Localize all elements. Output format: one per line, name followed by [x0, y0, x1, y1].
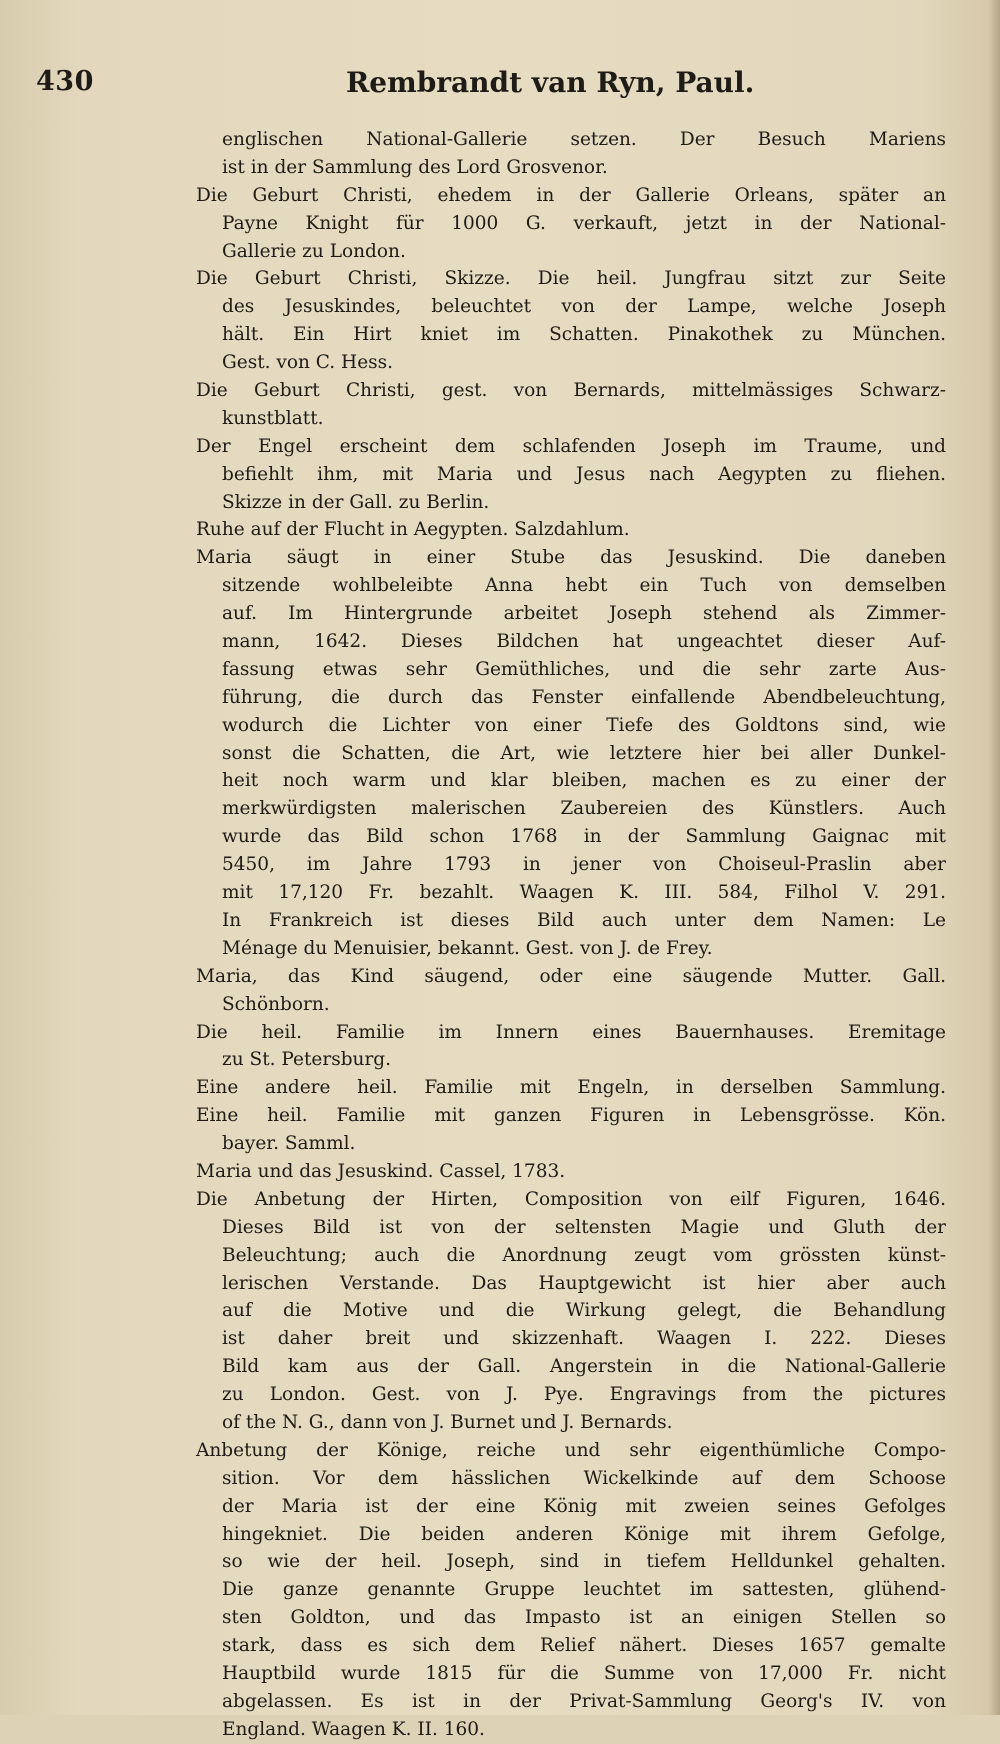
- text-line: of the N. G., dann von J. Burnet und J. Bernards.: [222, 1411, 673, 1433]
- body-text: [196, 126, 946, 1744]
- text-line: Die Geburt Christi, gest. von Bernards, mittelmässiges Schwarz-: [196, 380, 946, 402]
- page-header: [36, 66, 936, 106]
- text-line: Ruhe auf der Flucht in Aegypten. Salzdahlum.: [196, 519, 630, 541]
- text-line: hält. Ein Hirt kniet im Schatten. Pinakothek zu München.: [222, 324, 946, 346]
- text-line: wurde das Bild schon 1768 in der Sammlung Gaignac mit: [222, 826, 946, 848]
- text-line: Eine andere heil. Familie mit Engeln, in derselben Sammlung.: [196, 1077, 946, 1099]
- text-line: Payne Knight für 1000 G. verkauft, jetzt in der National-: [222, 212, 946, 234]
- text-line: Die Geburt Christi, Skizze. Die heil. Jungfrau sitzt zur Seite: [196, 268, 946, 290]
- page-number: 430: [36, 66, 94, 97]
- text-line: zu St. Petersburg.: [222, 1049, 392, 1071]
- text-line: Ménage du Menuisier, bekannt. Gest. von J. de Frey.: [222, 937, 713, 959]
- text-line: Dieses Bild ist von der seltensten Magie und Gluth der: [222, 1216, 946, 1238]
- text-line: abgelassen. Es ist in der Privat-Sammlung Georg's IV. von: [222, 1690, 946, 1712]
- text-line: England. Waagen K. II. 160.: [222, 1718, 485, 1740]
- text-line: zu London. Gest. von J. Pye. Engravings from the pictures: [222, 1384, 946, 1406]
- text-line: hingekniet. Die beiden anderen Könige mit ihrem Gefolge,: [222, 1523, 946, 1545]
- text-line: Bild kam aus der Gall. Angerstein in die National-Gallerie: [222, 1356, 946, 1378]
- text-line: kunstblatt.: [222, 407, 324, 429]
- text-line: Maria, das Kind säugend, oder eine säugende Mutter. Gall.: [196, 965, 946, 987]
- text-line: Die heil. Familie im Innern eines Bauernhauses. Eremitage: [196, 1021, 946, 1043]
- text-line: Maria säugt in einer Stube das Jesuskind. Die daneben: [196, 547, 946, 569]
- text-line: lerischen Verstande. Das Hauptgewicht ist hier aber auch: [222, 1272, 946, 1294]
- text-line: englischen National-Gallerie setzen. Der Besuch Mariens: [222, 129, 946, 150]
- text-line: auf die Motive und die Wirkung gelegt, die Behandlung: [222, 1300, 946, 1322]
- text-line: sten Goldton, und das Impasto ist an einigen Stellen so: [222, 1607, 946, 1629]
- text-line: sitzende wohlbeleibte Anna hebt ein Tuch von demselben: [222, 575, 946, 597]
- text-line: mann, 1642. Dieses Bildchen hat ungeachtet dieser Auf-: [222, 631, 946, 653]
- text-line: Skizze in der Gall. zu Berlin.: [222, 491, 490, 513]
- text-line: Die Anbetung der Hirten, Composition von eilf Figuren, 1646.: [196, 1188, 946, 1210]
- text-line: Anbetung der Könige, reiche und sehr eigenthümliche Compo-: [196, 1439, 946, 1461]
- text-line: ist daher breit und skizzenhaft. Waagen I. 222. Dieses: [222, 1328, 946, 1350]
- text-line: merkwürdigsten malerischen Zaubereien des Künstlers. Auch: [222, 798, 946, 820]
- text-line: sition. Vor dem hässlichen Wickelkinde auf dem Schoose: [222, 1467, 946, 1489]
- text-line: führung, die durch das Fenster einfallende Abendbeleuchtung,: [222, 686, 946, 708]
- text-line: Schönborn.: [222, 993, 330, 1015]
- text-line: Die ganze genannte Gruppe leuchtet im sattesten, glühend-: [222, 1579, 946, 1601]
- text-line: Gest. von C. Hess.: [222, 352, 394, 374]
- text-line: Hauptbild wurde 1815 für die Summe von 17,000 Fr. nicht: [222, 1662, 946, 1684]
- text-line: ist in der Sammlung des Lord Grosvenor.: [222, 156, 608, 178]
- text-line: bayer. Samml.: [222, 1133, 356, 1155]
- text-line: stark, dass es sich dem Relief nähert. Dieses 1657 gemalte: [222, 1635, 946, 1657]
- text-line: des Jesuskindes, beleuchtet von der Lampe, welche Joseph: [222, 296, 946, 318]
- text-line: Die Geburt Christi, ehedem in der Gallerie Orleans, später an: [196, 184, 946, 206]
- text-line: heit noch warm und klar bleiben, machen es zu einer der: [222, 770, 946, 792]
- text-line: sonst die Schatten, die Art, wie letztere hier bei aller Dunkel-: [222, 742, 946, 764]
- text-line: wodurch die Lichter von einer Tiefe des Goldtons sind, wie: [222, 714, 946, 736]
- page-edge: [988, 0, 1000, 1715]
- text-line: mit 17,120 Fr. bezahlt. Waagen K. III. 584, Filhol V. 291.: [222, 882, 946, 904]
- text-line: auf. Im Hintergrunde arbeitet Joseph stehend als Zimmer-: [222, 603, 946, 625]
- text-line: In Frankreich ist dieses Bild auch unter dem Namen: Le: [222, 909, 946, 931]
- text-line: Maria und das Jesuskind. Cassel, 1783.: [196, 1160, 566, 1182]
- running-title: Rembrandt van Ryn, Paul.: [346, 66, 755, 99]
- text-line: der Maria ist der eine König mit zweien seines Gefolges: [222, 1495, 946, 1517]
- text-line: fassung etwas sehr Gemüthliches, und die sehr zarte Aus-: [222, 658, 946, 680]
- text-line: so wie der heil. Joseph, sind in tiefem Helldunkel gehalten.: [222, 1551, 946, 1573]
- text-line: Eine heil. Familie mit ganzen Figuren in Lebensgrösse. Kön.: [196, 1105, 946, 1127]
- text-line: befiehlt ihm, mit Maria und Jesus nach Aegypten zu fliehen.: [222, 463, 946, 485]
- text-line: Der Engel erscheint dem schlafenden Joseph im Traume, und: [196, 435, 946, 457]
- text-line: Gallerie zu London.: [222, 240, 406, 262]
- text-line: Beleuchtung; auch die Anordnung zeugt vom grössten künst-: [222, 1244, 946, 1266]
- text-line: 5450, im Jahre 1793 in jener von Choiseul-Praslin aber: [222, 854, 946, 876]
